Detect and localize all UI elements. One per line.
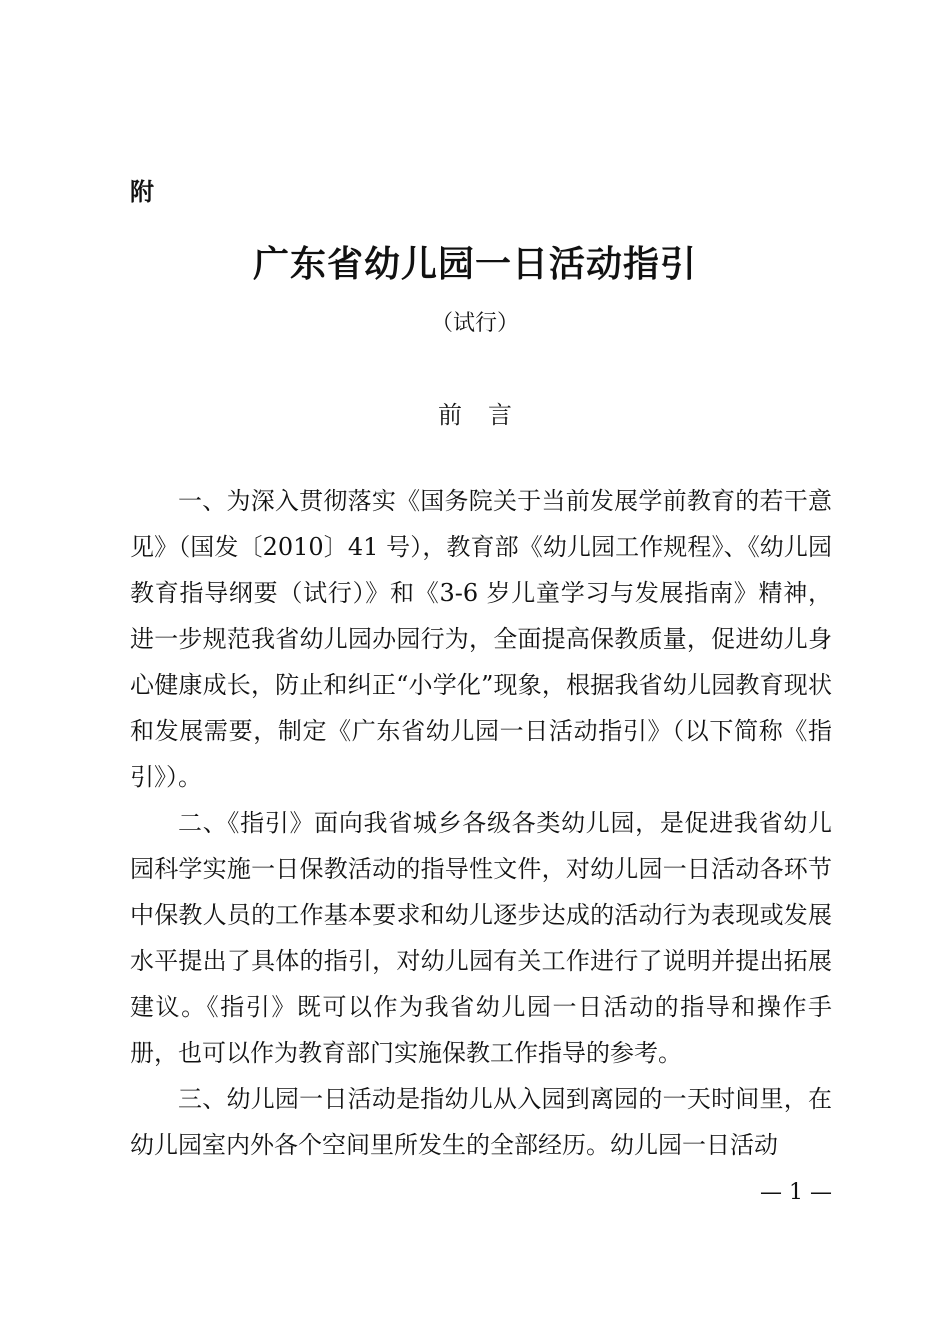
attachment-label: 附 (130, 177, 154, 206)
page-number: — 1 — (760, 1180, 832, 1205)
document-title: 广东省幼儿园一日活动指引 (252, 244, 697, 285)
paragraph-1: 一、为深入贯彻落实《国务院关于当前发展学前教育的若干意见》（国发〔2010〕41 号），教育部《幼儿园工作规程》、《幼儿园教育指导纲要（试行）》和《3-6 岁儿童学习与发展指南》精神，进一步规范我省幼儿园办园行为，全面提高保教质量，促进幼儿身心健康成长，防止和纠正“小学化”现象，根据我省幼儿园教育现状和发展需要，制定《广东省幼儿园一日活动指引》（以下简称《指引》）。 (130, 487, 832, 791)
paragraph-2: 二、《指引》面向我省城乡各级各类幼儿园，是促进我省幼儿园科学实施一日保教活动的指导性文件，对幼儿园一日活动各环节中保教人员的工作基本要求和幼儿逐步达成的活动行为表现或发展水平提出了具体的指引，对幼儿园有关工作进行了说明并提出拓展建议。《指引》既可以作为我省幼儿园一日活动的指导和操作手册，也可以作为教育部门实施保教工作指导的参考。 (130, 809, 832, 1067)
body-text (130, 478, 832, 1168)
paragraph-3: 三、幼儿园一日活动是指幼儿从入园到离园的一天时间里，在幼儿园室内外各个空间里所发生的全部经历。幼儿园一日活动 (130, 1085, 832, 1159)
section-heading: 前言 (438, 401, 538, 429)
document-subtitle: （试行） (430, 311, 519, 336)
